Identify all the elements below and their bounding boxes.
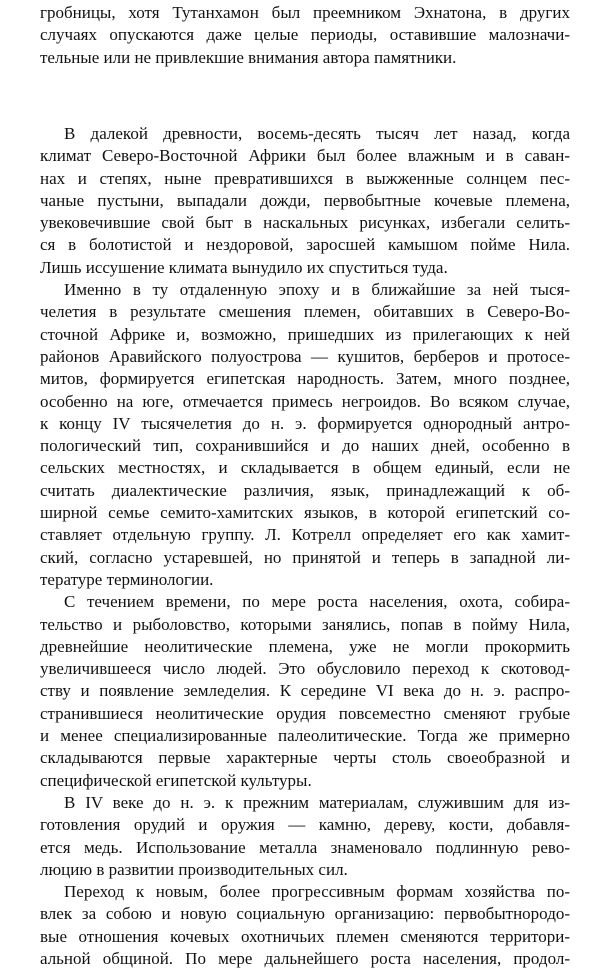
text-line: древнейшие неолитические племена, уже не могли прокормить	[40, 636, 570, 656]
paragraph	[40, 591, 570, 792]
text-line: увековечившие свой быт в наскальных рисунках, избегали селить-	[40, 213, 570, 233]
text-line: особенно на юге, отмечается примесь негроидов. Во всяком случае,	[40, 391, 570, 411]
text-line: специфической египетской культуры.	[40, 770, 312, 790]
text-line: готовления орудий и оружия — камню, дереву, кости, добавля-	[40, 815, 570, 835]
paragraph	[40, 123, 570, 279]
text-line: Именно в ту отдаленную эпоху и в ближайшие за ней тыся-	[64, 280, 570, 300]
text-line: Лишь иссушение климата вынудило их спуститься туда.	[40, 257, 448, 277]
text-line: ется медь. Использование металла знаменовало подлинную рево-	[40, 837, 570, 857]
text-line: В IV веке до н. э. к прежним материалам, служившим для из-	[64, 792, 570, 812]
text-line: и менее специализированные палеолитические. Тогда же примерно	[40, 726, 570, 746]
text-line: митов, формируется египетская народность. Затем, много позднее,	[40, 369, 570, 389]
text-line: считать диалектические различия, язык, принадлежащий к об-	[40, 480, 570, 500]
text-line: влек за собою и новую социальную организацию: первобытнородо-	[40, 904, 570, 924]
text-line: случаях опускаются даже целые периоды, оставившие малозначи-	[40, 25, 570, 45]
paragraph	[40, 881, 570, 970]
text-line: чаные пустыни, выпадали дожди, первобытные кочевые племена,	[40, 190, 570, 210]
text-line: климат Северо-Восточной Африки был более влажным и в саван-	[40, 146, 570, 166]
paragraph	[40, 792, 570, 881]
text-line: тературе терминологии.	[40, 569, 214, 589]
text-line: к концу IV тысячелетия до н. э. формируется однородный антро-	[40, 413, 570, 433]
text-line: ширной семье семито-хамитских языков, в которой египетский со-	[40, 503, 570, 523]
text-line: С течением времени, по мере роста населения, охота, собира-	[64, 592, 570, 612]
text-line: В далекой древности, восемь-десять тысяч лет назад, когда	[64, 124, 570, 143]
text-line: сельских местностях, и складывается в общем единый, если не	[40, 458, 570, 478]
text-line: районов Аравийского полуострова — кушитов, берберов и протосе-	[40, 346, 570, 366]
text-line: странившиеся неолитические орудия повсеместно сменяют грубые	[40, 703, 570, 723]
text-line: гробницы, хотя Тутанхамон был преемником Эхнатона, в других	[40, 3, 570, 22]
text-line: увеличившееся число людей. Это обусловило переход к скотовод-	[40, 659, 570, 679]
text-line: нах и степях, ныне превратившихся в выжженные солнцем пес-	[40, 168, 570, 188]
text-line: складываются первые характерные черты столь своеобразной и	[40, 748, 570, 768]
text-line: челетия в результате смешения племен, обитавших в Северо-Во-	[40, 302, 570, 322]
text-line: пологический тип, сохранившийся и до наших дней, особенно в	[40, 436, 570, 456]
text-line: тельство и рыболовство, которыми занялись, попав в пойму Нила,	[40, 614, 570, 634]
text-line: тельные или не привлекшие внимания автора памятники.	[40, 47, 457, 67]
top-paragraph	[40, 2, 570, 69]
text-line: альной общиной. По мере дальнейшего роста населения, продол-	[40, 948, 570, 968]
text-line: ся в болотистой и нездоровой, заросшей камышом пойме Нила.	[40, 235, 570, 255]
text-line: ставляет отдельную группу. Л. Котрелл определяет его как хамит-	[40, 525, 570, 545]
text-line: сточной Африке и, возможно, пришедших из прилегающих к ней	[40, 324, 570, 344]
text-line: Переход к новым, более прогрессивным формам хозяйства по-	[64, 882, 570, 902]
text-line: ский, согласно устаревшей, но принятой и теперь в западной ли-	[40, 547, 570, 567]
main-text	[40, 123, 570, 970]
text-line: ству и появление земледелия. К середине VI века до н. э. распро-	[40, 681, 570, 701]
text-line: люцию в развитии производительных сил.	[40, 859, 348, 879]
text-line: вые отношения кочевых охотничьих племен сменяются территори-	[40, 926, 570, 946]
paragraph	[40, 279, 570, 591]
